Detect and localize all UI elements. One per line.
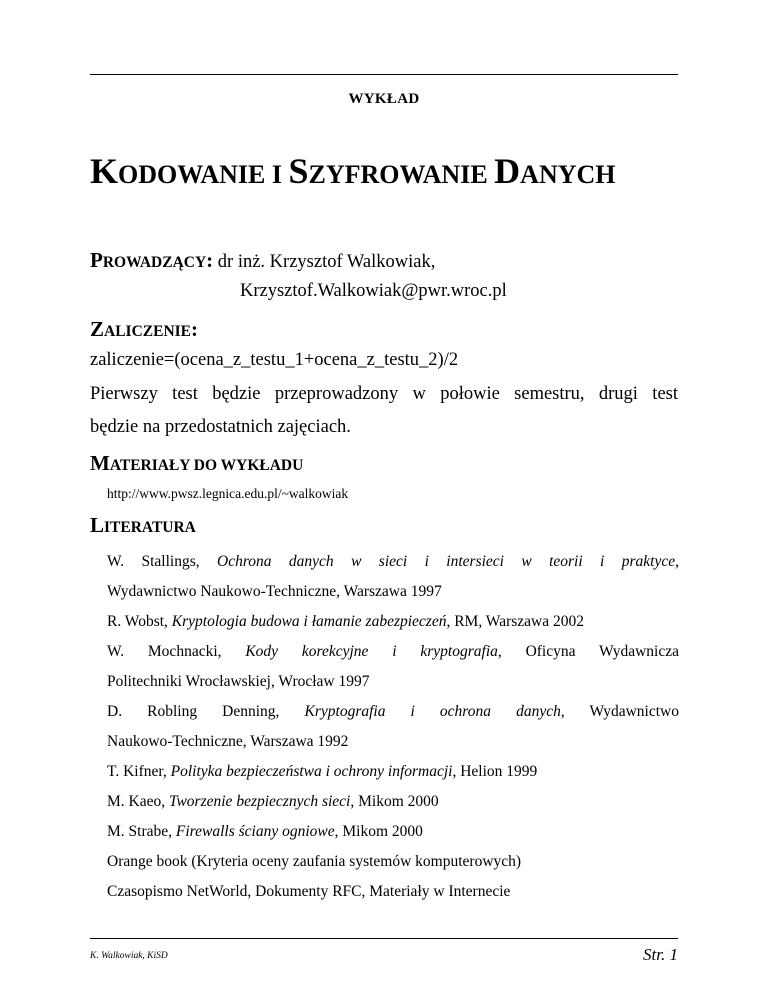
lecturer-name: dr inż. Krzysztof Walkowiak, <box>213 252 436 272</box>
literature-item-3-line2: Politechniki Wrocławskiej, Wrocław 1997 <box>107 673 370 690</box>
literature-item-5: T. Kifner, Polityka bezpieczeństwa i ochrony informacji, Helion 1999 <box>107 763 538 780</box>
literature-item-4-line1: D. Robling Denning, Kryptografia i ochrona danych, Wydawnictwo <box>107 703 679 720</box>
lecturer-line <box>90 248 435 273</box>
grading-heading: ZALICZENIE: <box>90 317 199 341</box>
literature-item-9: Czasopismo NetWorld, Dokumenty RFC, Materiały w Internecie <box>107 883 511 900</box>
footer-author: K. Walkowiak, KiSD <box>90 951 168 961</box>
lecturer-heading: PROWADZĄCY: <box>90 248 214 272</box>
lecture-kicker: WYKŁAD <box>348 91 420 107</box>
literature-item-8: Orange book (Kryteria oceny zaufania systemów komputerowych) <box>107 853 522 870</box>
literature-item-3-line1: W. Mochnacki, Kody korekcyjne i kryptografia, Oficyna Wydawnicza <box>107 643 680 660</box>
grading-text-line2: będzie na przedostatnich zajęciach. <box>90 417 351 437</box>
literature-item-4-line2: Naukowo-Techniczne, Warszawa 1992 <box>107 733 349 750</box>
materials-heading: MATERIAŁY DO WYKŁADU <box>90 451 304 475</box>
page-number: Str. 1 <box>643 945 678 964</box>
literature-item-6: M. Kaeo, Tworzenie bezpiecznych sieci, Mikom 2000 <box>107 793 439 810</box>
footer-rule <box>90 938 678 939</box>
literature-item-7: M. Strabe, Firewalls ściany ogniowe, Mikom 2000 <box>107 823 423 840</box>
literature-heading: LITERATURA <box>90 513 196 537</box>
grading-formula: zaliczenie=(ocena_z_testu_1+ocena_z_testu_2)/2 <box>90 350 459 370</box>
top-rule <box>90 74 678 75</box>
grading-text-line1: Pierwszy test będzie przeprowadzony w połowie semestru, drugi test <box>90 384 678 404</box>
lecturer-email: Krzysztof.Walkowiak@pwr.wroc.pl <box>240 281 507 301</box>
page-title: KODOWANIE I SZYFROWANIE DANYCH <box>90 151 616 191</box>
literature-item-1-line1: W. Stallings, Ochrona danych w sieci i intersieci w teorii i praktyce, <box>107 553 679 570</box>
literature-item-2: R. Wobst, Kryptologia budowa i łamanie zabezpieczeń, RM, Warszawa 2002 <box>107 613 584 630</box>
literature-item-1-line2: Wydawnictwo Naukowo-Techniczne, Warszawa 1997 <box>107 583 442 600</box>
materials-url[interactable]: http://www.pwsz.legnica.edu.pl/~walkowiak <box>107 486 349 501</box>
